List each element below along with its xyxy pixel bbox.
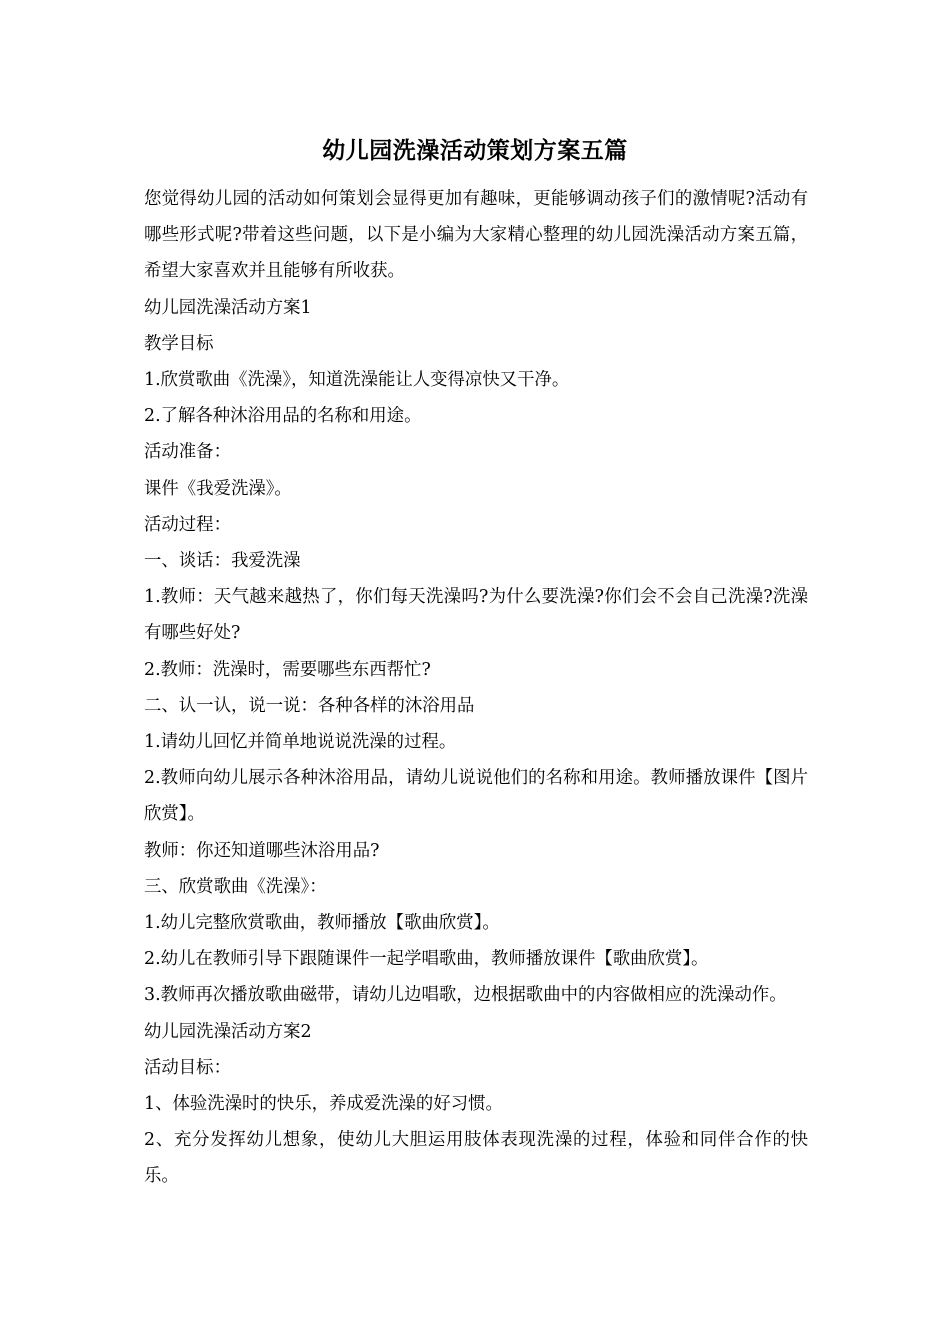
process-step-1-item-1: 1.教师：天气越来越热了，你们每天洗澡吗?为什么要洗澡?你们会不会自己洗澡?洗澡有哪些好处?: [144, 587, 808, 644]
subheading-preparation: 活动准备：: [144, 442, 231, 463]
goal-item-1: 1.欣赏歌曲《洗澡》，知道洗澡能让人变得凉快又干净。: [144, 370, 570, 391]
process-step-3-heading: 三、欣赏歌曲《洗澡》：: [144, 876, 327, 897]
process-step-2-item-2: 2.教师向幼儿展示各种沐浴用品，请幼儿说说他们的名称和用途。教师播放课件【图片欣赏】。: [144, 768, 808, 825]
process-step-2-heading: 二、认一认，说一说：各种各样的沐浴用品: [144, 695, 475, 716]
subheading-activity-goals: 活动目标：: [144, 1057, 231, 1078]
document-body: [144, 181, 808, 1195]
process-step-2-question: 教师：你还知道哪些沐浴用品?: [144, 840, 380, 861]
activity-goal-2: 2、充分发挥幼儿想象，使幼儿大胆运用肢体表现洗澡的过程，体验和同伴合作的快乐。: [144, 1130, 808, 1187]
goal-item-2: 2.了解各种沐浴用品的名称和用途。: [144, 406, 422, 427]
subheading-process: 活动过程：: [144, 514, 231, 535]
section-heading-plan-2: 幼儿园洗澡活动方案2: [144, 1021, 312, 1042]
process-step-3-item-3: 3.教师再次播放歌曲磁带，请幼儿边唱歌，边根据歌曲中的内容做相应的洗澡动作。: [144, 985, 787, 1006]
process-step-1-item-2: 2.教师：洗澡时，需要哪些东西帮忙?: [144, 659, 431, 680]
intro-paragraph: 您觉得幼儿园的活动如何策划会显得更加有趣味，更能够调动孩子们的激情呢?活动有哪些形式呢?带着这些问题，以下是小编为大家精心整理的幼儿园洗澡活动方案五篇，希望大家喜欢并且能够有所收获。: [144, 189, 808, 282]
process-step-3-item-1: 1.幼儿完整欣赏歌曲，教师播放【歌曲欣赏】。: [144, 913, 500, 934]
section-heading-plan-1: 幼儿园洗澡活动方案1: [144, 297, 312, 318]
document-title: 幼儿园洗澡活动策划方案五篇: [322, 137, 628, 164]
process-step-1-heading: 一、谈话：我爱洗澡: [144, 551, 301, 572]
activity-goal-1: 1、体验洗澡时的快乐，养成爱洗澡的好习惯。: [144, 1094, 503, 1115]
process-step-3-item-2: 2.幼儿在教师引导下跟随课件一起学唱歌曲，教师播放课件【歌曲欣赏】。: [144, 949, 709, 970]
process-step-2-item-1: 1.请幼儿回忆并简单地说说洗澡的过程。: [144, 732, 457, 753]
subheading-teaching-goals: 教学目标: [144, 333, 214, 354]
preparation-text: 课件《我爱洗澡》。: [144, 478, 292, 499]
